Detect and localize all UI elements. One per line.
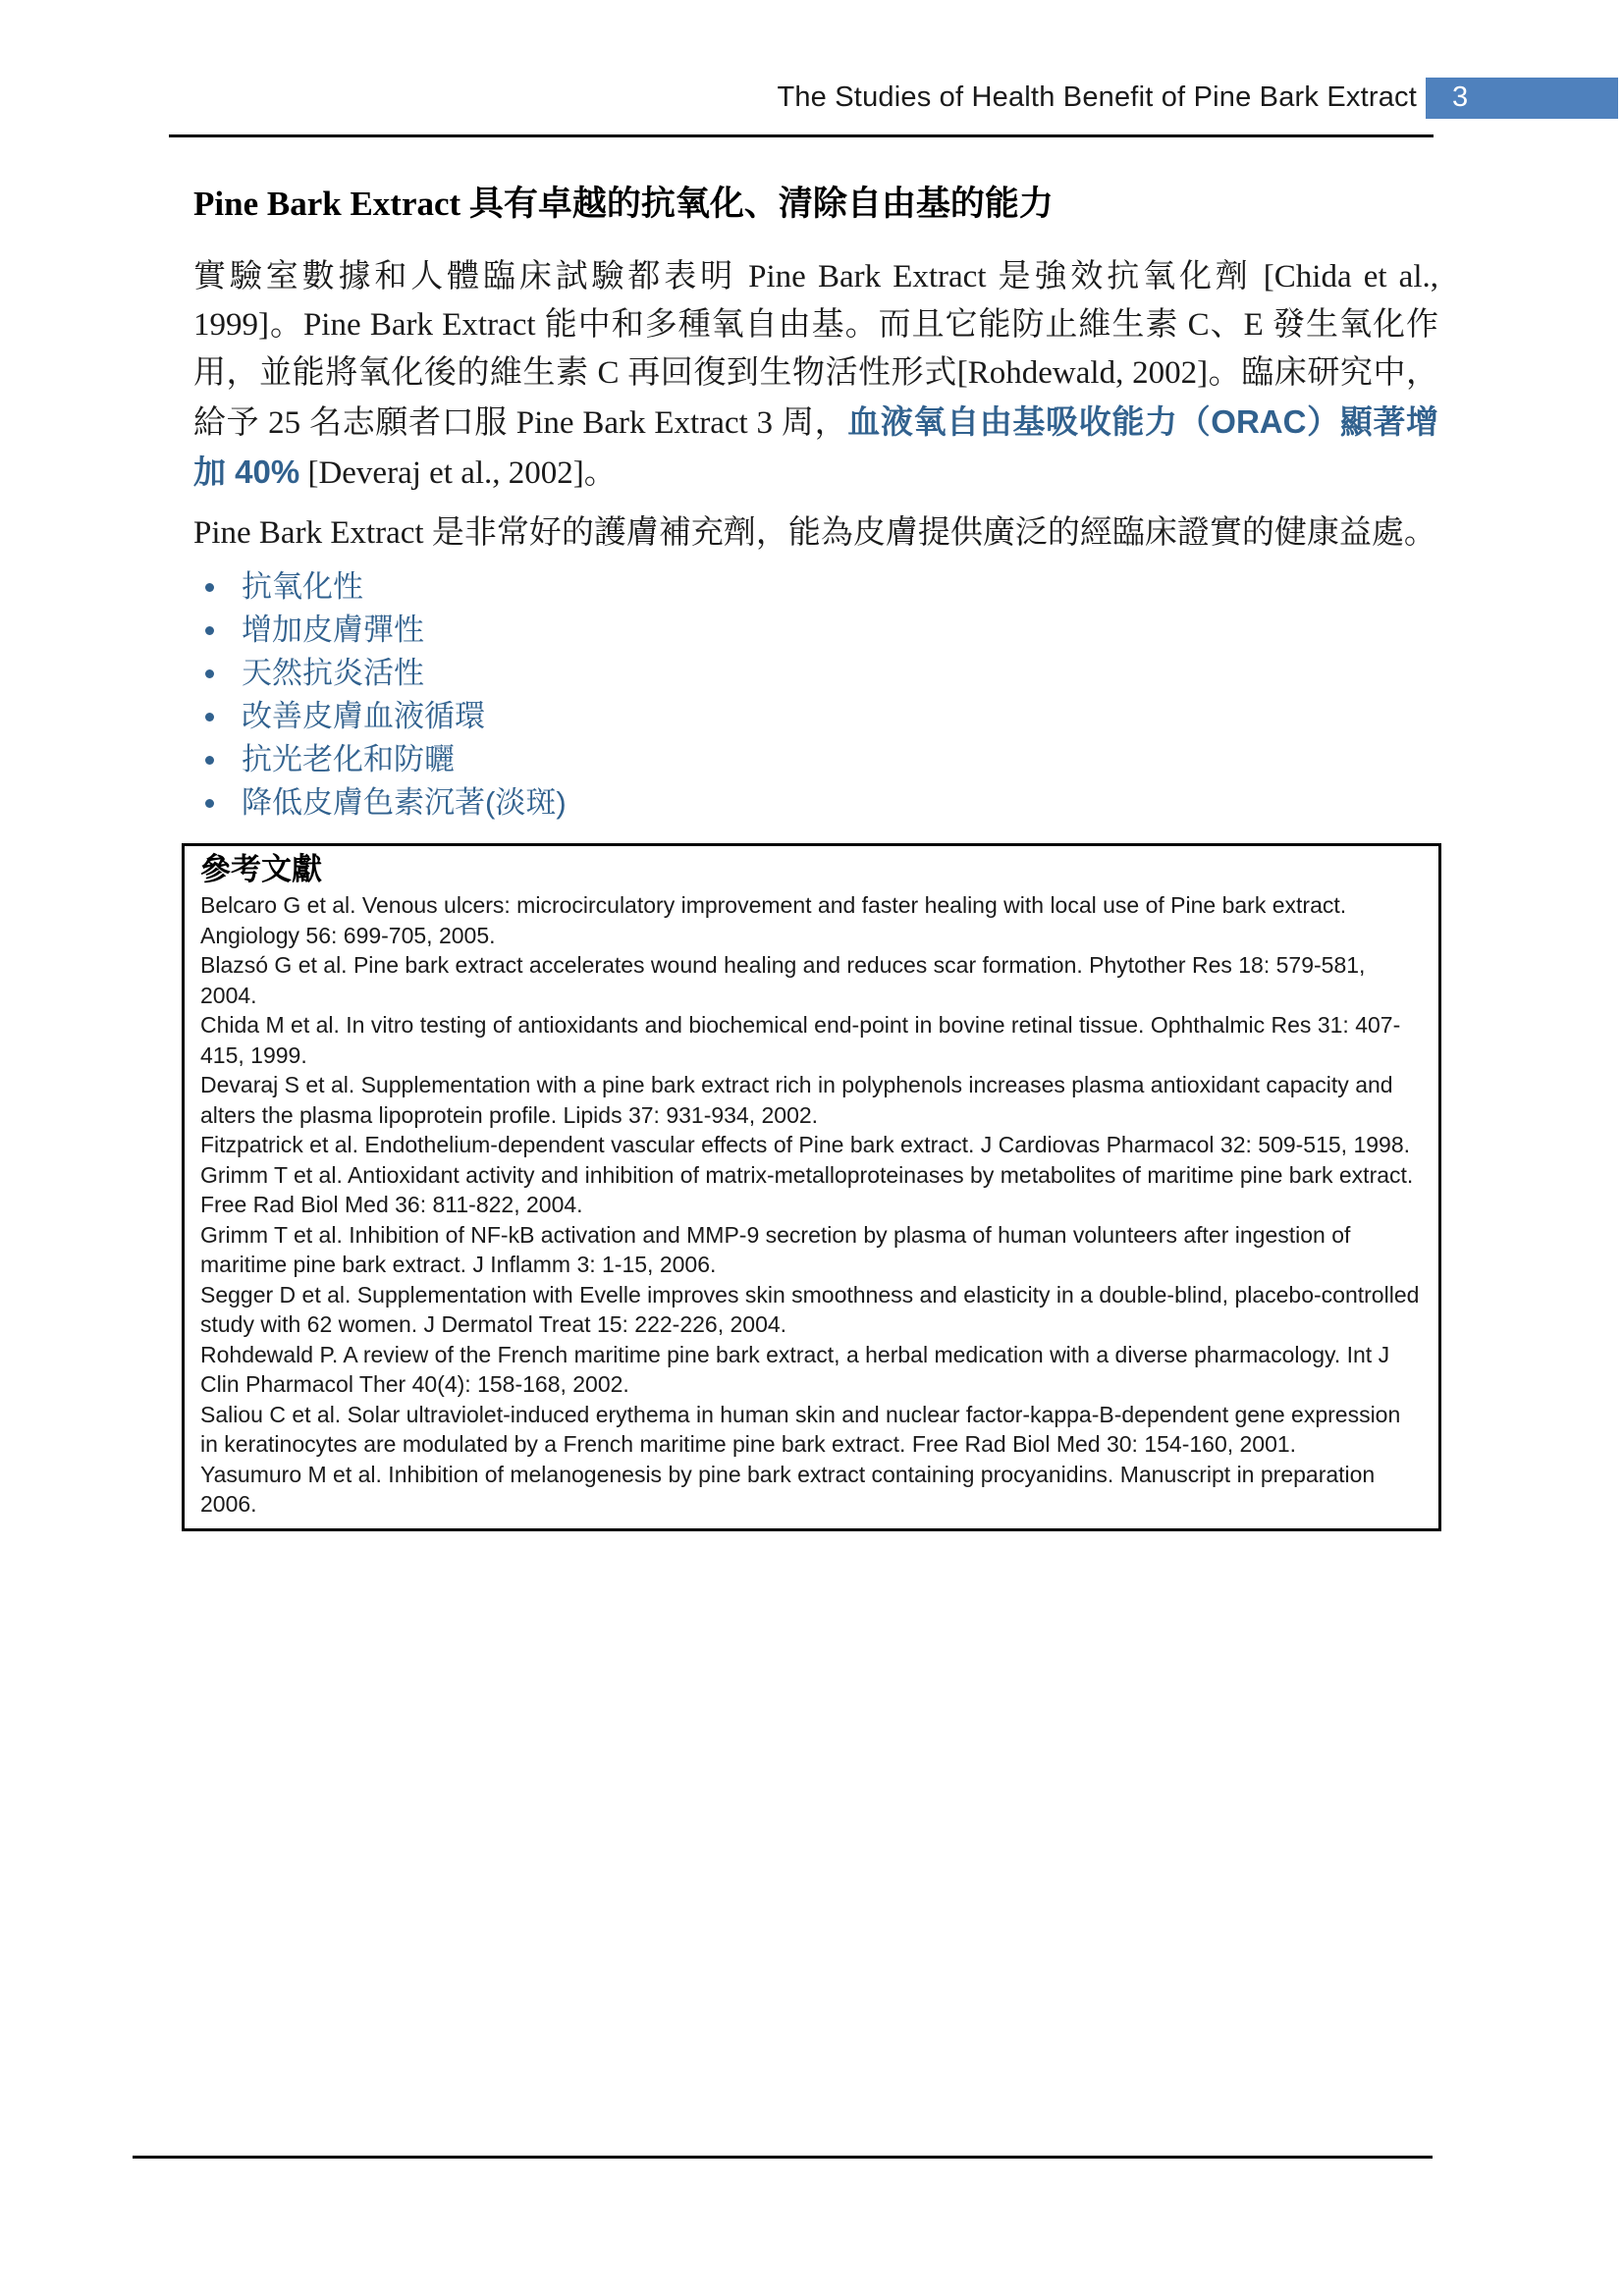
- intro-text-after: [Deveraj et al., 2002]。: [299, 455, 617, 491]
- reference-item: Segger D et al. Supplementation with Evelle improves skin smoothness and elasticity in a double-blind, placebo-controlled study with 62 women. J Dermatol Treat 15: 222-226, 2004.: [200, 1281, 1420, 1337]
- benefit-item: 改善皮膚血液循環: [193, 695, 1438, 738]
- benefit-item: 天然抗炎活性: [193, 652, 1438, 695]
- skin-paragraph: Pine Bark Extract 是非常好的護膚補充劑，能為皮膚提供廣泛的經臨床證實的健康益處。: [193, 515, 1436, 551]
- reference-item: Chida M et al. In vitro testing of antioxidants and biochemical end-point in bovine retinal tissue. Ophthalmic Res 31: 407-415, 1999.: [200, 1012, 1401, 1068]
- benefit-item: 增加皮膚彈性: [193, 609, 1438, 652]
- intro-text-before: 實驗室數據和人體臨床試驗都表明 Pine Bark Extract 是強效抗氧化劑 [Chida et al., 1999]。Pine Bark Extract 能中和多種氧自由基。而且它能防止維生素 C、E 發生氧化作用，並能將氧化後的維生素 C 再回復到生物活性形式[Rohdewald, 2002]。臨床研究中，給予 25 名志願者口服 Pine Bark Extract 3 周，: [193, 259, 1438, 441]
- reference-item: Belcaro G et al. Venous ulcers: microcirculatory improvement and faster healing with local use of Pine bark extract. Angiology 56: 699-705, 2005.: [200, 892, 1347, 948]
- reference-item: Saliou C et al. Solar ultraviolet-induced erythema in human skin and nuclear factor-kappa-B-dependent gene expression in keratinocytes are modulated by a French maritime pine bark extract. Free Rad Biol Med 30: 154-160, 2001.: [200, 1401, 1401, 1457]
- header-rule: [169, 134, 1434, 137]
- page-number-badge: 3: [1426, 78, 1618, 119]
- section-heading: Pine Bark Extract 具有卓越的抗氧化、清除自由基的能力: [193, 185, 1054, 223]
- footer-rule: [133, 2156, 1433, 2159]
- references-title: 參考文獻: [200, 852, 322, 886]
- reference-item: Devaraj S et al. Supplementation with a pine bark extract rich in polyphenols increases plasma antioxidant capacity and alters the plasma lipoprotein profile. Lipids 37: 931-934, 2002.: [200, 1072, 1393, 1128]
- reference-item: Grimm T et al. Inhibition of NF-kB activation and MMP-9 secretion by plasma of human volunteers after ingestion of maritime pine bark extract. J Inflamm 3: 1-15, 2006.: [200, 1221, 1351, 1277]
- reference-item: Fitzpatrick et al. Endothelium-dependent vascular effects of Pine bark extract. J Cardiovas Pharmacol 32: 509-515, 1998.: [200, 1132, 1411, 1157]
- orac-highlight: 血液氧自由基吸收能力（ORAC）顯著增加 40%: [193, 403, 1438, 490]
- reference-item: Yasumuro M et al. Inhibition of melanogenesis by pine bark extract containing procyanidins. Manuscript in preparation 2006.: [200, 1461, 1376, 1517]
- reference-item: Grimm T et al. Antioxidant activity and inhibition of matrix-metalloproteinases by metabolites of maritime pine bark extract. Free Rad Biol Med 36: 811-822, 2004.: [200, 1161, 1414, 1217]
- reference-item: Rohdewald P. A review of the French maritime pine bark extract, a herbal medication with a diverse pharmacology. Int J Clin Pharmacol Ther 40(4): 158-168, 2002.: [200, 1341, 1390, 1397]
- references-box: [182, 843, 1441, 1531]
- header-title: The Studies of Health Benefit of Pine Bark Extract: [777, 81, 1417, 113]
- benefits-list: [193, 565, 1438, 825]
- benefit-item: 抗光老化和防曬: [193, 738, 1438, 781]
- page-header: [777, 76, 1618, 120]
- main-content: [193, 182, 1438, 1531]
- intro-paragraph: [193, 253, 1438, 498]
- benefit-item: 降低皮膚色素沉著(淡斑): [193, 781, 1438, 825]
- reference-item: Blazsó G et al. Pine bark extract accelerates wound healing and reduces scar formation. Phytother Res 18: 579-581, 2004.: [200, 952, 1366, 1008]
- benefit-item: 抗氧化性: [193, 565, 1438, 609]
